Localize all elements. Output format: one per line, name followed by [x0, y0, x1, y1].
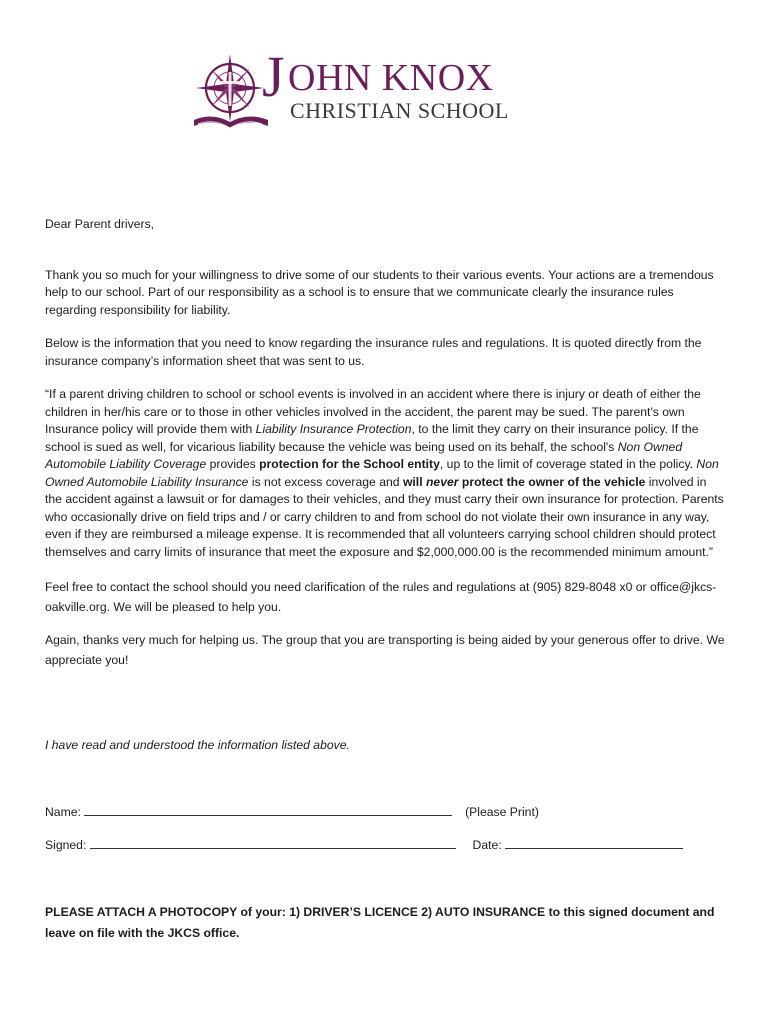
salutation: Dear Parent drivers, [45, 217, 155, 231]
quote-italic-text: Non Owned Automobile Liability Coverage [45, 439, 683, 471]
signed-label: Signed: [45, 838, 87, 852]
logo-school-name: OHN KNOX [288, 57, 494, 99]
logo-school-type: CHRISTIAN SCHOOL [290, 98, 509, 123]
contact-paragraph: Feel free to contact the school should you need clarification of the rules and regulations at (905) 829-8048 x0 or office@jkcs-oakville.org. We will be pleased to help you. [45, 580, 717, 614]
name-hint: (Please Print) [465, 805, 539, 819]
name-label: Name: [45, 805, 81, 819]
date-field[interactable] [505, 837, 683, 849]
school-logo [190, 44, 560, 140]
name-field[interactable] [84, 804, 452, 816]
signature-field[interactable] [90, 837, 456, 849]
intro-paragraph: Thank you so much for your willingness to drive some of our students to their various events. Your actions are a tremendous help to our school. Part of our responsibility as a school is to ensure that we communicate clearly the insurance rules regarding responsibility for liability. [45, 267, 714, 317]
quote-italic-text: Non Owned Automobile Liability Insurance [45, 457, 719, 489]
quote-emphasis-never: never [425, 474, 459, 489]
logo-initial: J [262, 44, 285, 109]
quote-bold-text: protect the owner of the vehicle [458, 474, 646, 489]
acknowledgement-statement: I have read and understood the information listed above. [45, 738, 350, 752]
date-label: Date: [472, 838, 502, 852]
insurance-quote [45, 386, 725, 561]
thanks-paragraph: Again, thanks very much for helping us. The group that you are transporting is being aided by your generous offer to drive. We appreciate you! [45, 633, 725, 667]
quote-text: is not excess coverage and [248, 474, 403, 489]
signature-field-row [45, 837, 683, 852]
quote-text: , to the limit they carry on their insurance policy. If the school is sued as well, for vicarious liability because the vehicle was being used on its behalf, the school's [45, 422, 699, 454]
quote-text: provides [206, 457, 260, 471]
letter-body [45, 216, 725, 683]
quote-bold-text: protection for the School entity [259, 457, 440, 471]
quote-bold-italic-text [426, 475, 459, 489]
quote-text: involved in the accident against a lawsuit or for damages to their vehicles, and they must carry their own insurance for protection. Parents who occasionally drive on field trips and / or carry children to and from school do not violate their own insurance in any way, even if they are reimbursed a mileage expense. It is recommended that all volunteers carrying school children should protect themselves and carry limits of insurance that meet the exposure and $2,000,000.00 is the recommended minimum amount.” [45, 474, 724, 559]
quote-bold-text: will [402, 474, 426, 489]
info-paragraph: Below is the information that you need to know regarding the insurance rules and regulations. It is quoted directly from the insurance company’s information sheet that was sent to us. [45, 336, 702, 368]
compass-book-emblem-icon [190, 52, 272, 138]
name-field-row [45, 804, 539, 819]
attachment-instructions: PLEASE ATTACH A PHOTOCOPY of your: 1) DRIVER’S LICENCE 2) AUTO INSURANCE to this signed document and leave on file with the JKCS office. [45, 905, 715, 940]
quote-text: , up to the limit of coverage stated in the policy. [439, 457, 697, 471]
quote-text: “If a parent driving children to school or school events is involved in an accident where there is injury or death of either the children in her/his care or to those in other vehicles involved in the accident, the parent may be sued. The parent's own Insurance policy will provide them with [45, 387, 701, 436]
quote-italic-text: Liability Insurance Protection [255, 422, 412, 436]
